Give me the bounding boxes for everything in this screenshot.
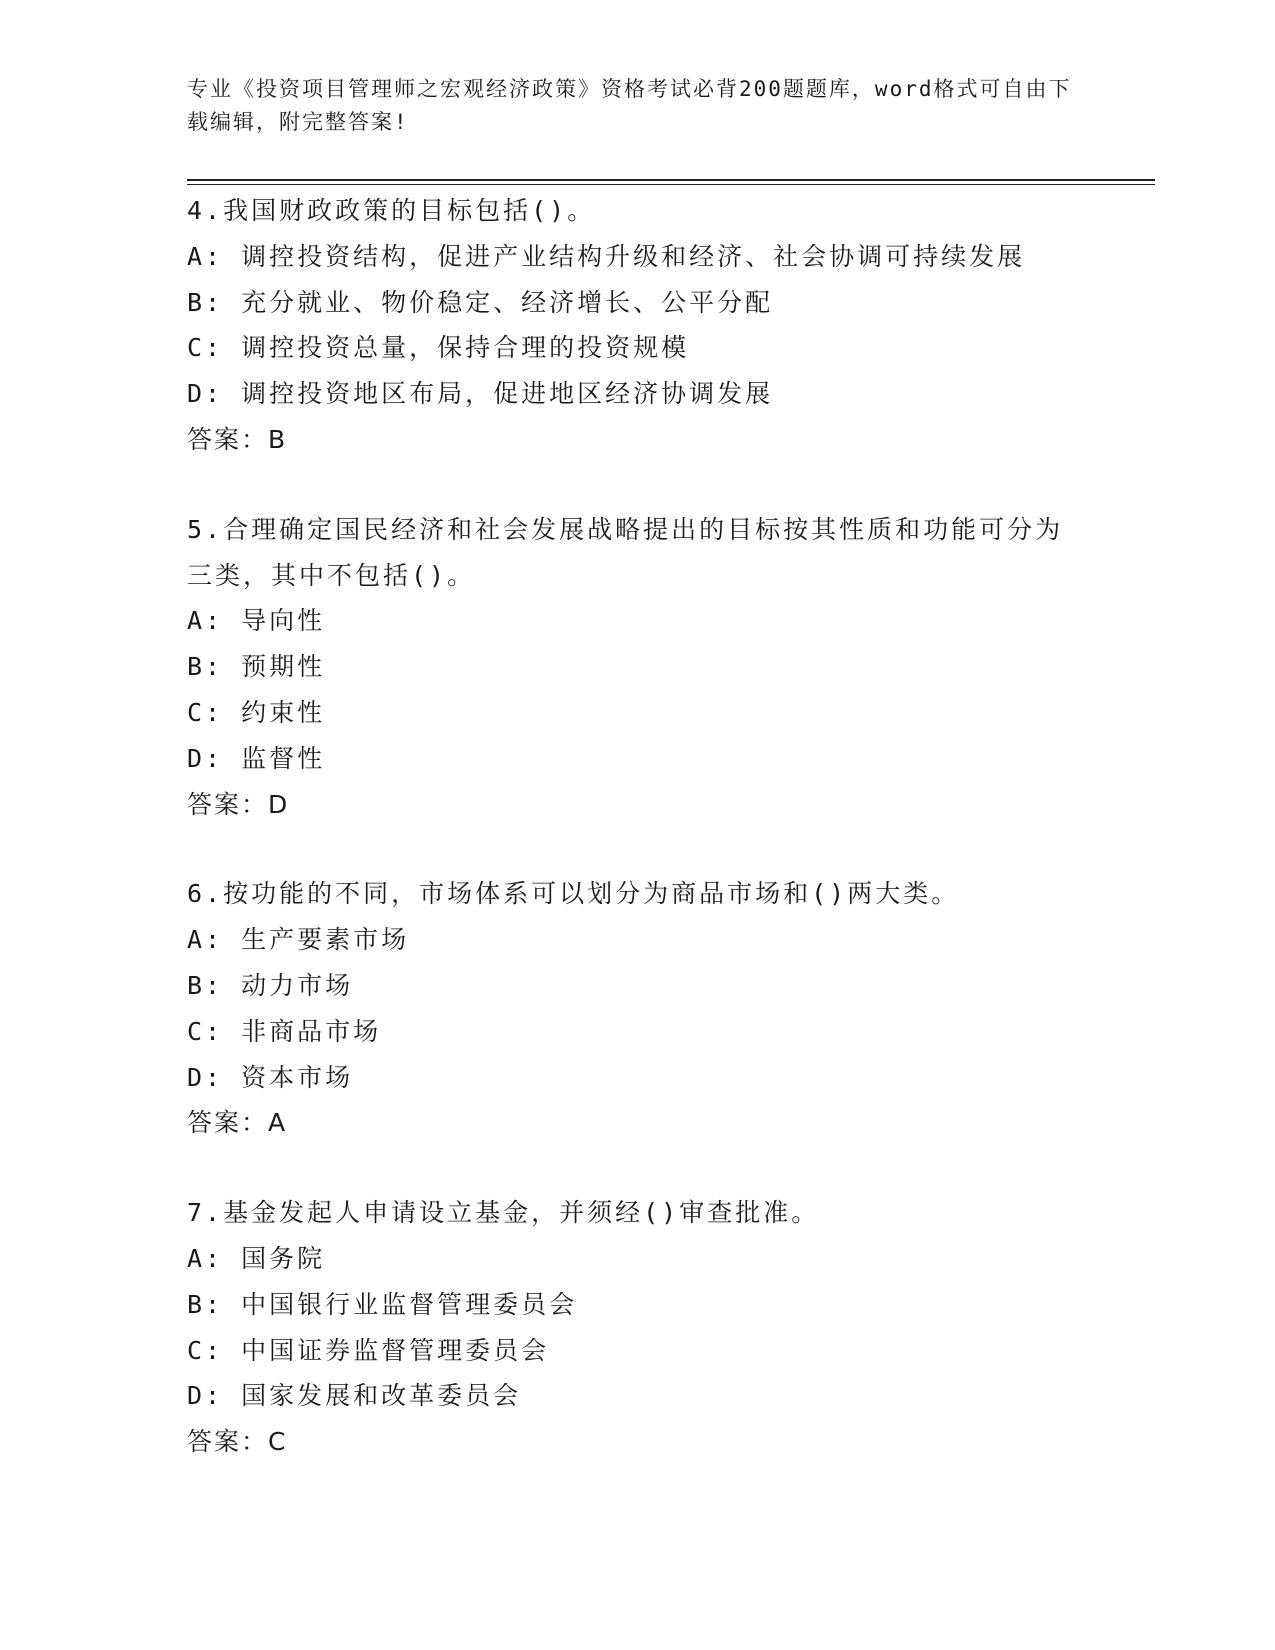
question-stem: 5.合理确定国民经济和社会发展战略提出的目标按其性质和功能可分为三类，其中不包括()。: [187, 514, 1064, 590]
header-divider-thick: [187, 179, 1155, 181]
option-a: A: 生产要素市场: [187, 925, 410, 955]
option-b: B: 动力市场: [187, 970, 354, 1000]
option-b: B: 预期性: [187, 652, 326, 682]
option-d: D: 资本市场: [187, 1062, 354, 1092]
option-b: B: 充分就业、物价稳定、经济增长、公平分配: [187, 287, 774, 317]
question-5: [187, 507, 1087, 828]
option-c: C: 非商品市场: [187, 1016, 382, 1046]
question-7: [187, 1190, 1087, 1465]
answer-line: 答案：B: [187, 424, 288, 454]
option-c: C: 约束性: [187, 697, 326, 727]
answer-line: 答案：C: [187, 1427, 288, 1457]
question-6: [187, 871, 1087, 1146]
header-divider-thin: [187, 184, 1155, 185]
document-intro: 专业《投资项目管理师之宏观经济政策》资格考试必背200题题库，word格式可自由下载编辑，附完整答案!: [187, 77, 1072, 134]
question-stem: 4.我国财政政策的目标包括()。: [187, 196, 596, 225]
option-d: D: 调控投资地区布局，促进地区经济协调发展: [187, 379, 774, 409]
option-c: C: 调控投资总量，保持合理的投资规模: [187, 333, 690, 363]
question-stem: 6.按功能的不同，市场体系可以划分为商品市场和()两大类。: [187, 879, 960, 909]
question-4: [187, 188, 1087, 463]
answer-line: 答案：A: [187, 1108, 288, 1138]
question-stem: 7.基金发起人申请设立基金，并须经()审查批准。: [187, 1198, 820, 1228]
option-b: B: 中国银行业监督管理委员会: [187, 1289, 578, 1319]
option-d: D: 国家发展和改革委员会: [187, 1381, 522, 1411]
question-list: [187, 188, 1087, 1509]
option-c: C: 中国证券监督管理委员会: [187, 1335, 550, 1365]
option-a: A: 导向性: [187, 606, 326, 636]
answer-line: 答案：D: [187, 789, 290, 819]
option-d: D: 监督性: [187, 743, 326, 773]
option-a: A: 调控投资结构，促进产业结构升级和经济、社会协调可持续发展: [187, 241, 1026, 271]
option-a: A: 国务院: [187, 1243, 326, 1273]
